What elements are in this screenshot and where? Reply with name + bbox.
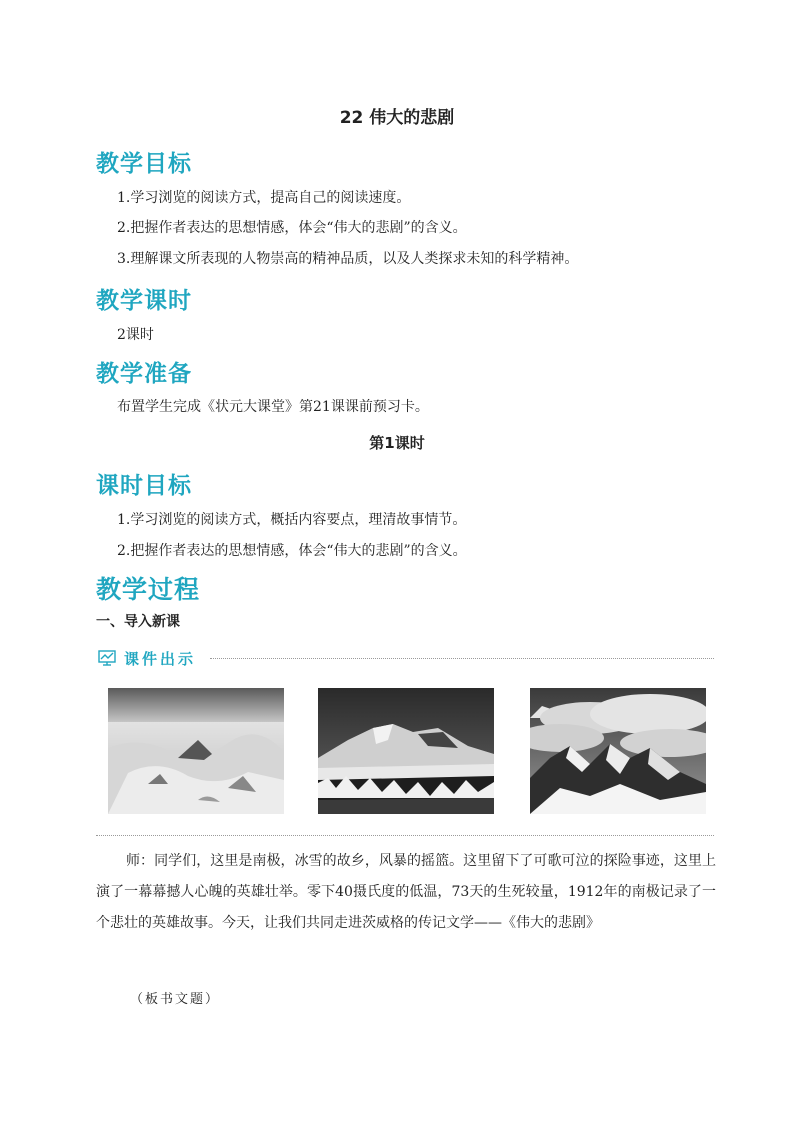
goal-item: 1.学习浏览的阅读方式，提高自己的阅读速度。 (117, 190, 411, 206)
courseware-bar (98, 647, 714, 671)
dotted-divider (96, 835, 714, 836)
presentation-chart-icon (98, 650, 116, 666)
prep-text: 布置学生完成《状元大课堂》第21课课前预习卡。 (117, 399, 429, 415)
hours-value: 2课时 (117, 327, 154, 343)
first-lesson-heading: 第1课时 (369, 434, 425, 452)
snow-mountain-image (318, 688, 494, 814)
heading-teaching-prep: 教学准备 (96, 361, 192, 387)
goal-item: 3.理解课文所表现的人物崇高的精神品质，以及人类探求未知的科学精神。 (117, 251, 579, 267)
heading-teaching-goals: 教学目标 (96, 151, 192, 177)
heading-teaching-hours: 教学课时 (96, 288, 192, 314)
heading-teaching-process: 教学过程 (96, 575, 201, 604)
teacher-intro-paragraph: 师：同学们，这里是南极，冰雪的故乡，风暴的摇篮。这里留下了可歌可泣的探险事迹，这里上演了一幕幕撼人心魄的英雄壮举。零下40摄氏度的低温，73天的生死较量，1912年的南极记录了一个悲壮的英雄故事。今天，让我们共同走进茨威格的传记文学——《伟大的悲剧》 (96, 853, 716, 931)
snowfield-image (108, 688, 284, 814)
period-goal-item: 2.把握作者表达的思想情感，体会“伟大的悲剧”的含义。 (117, 543, 467, 559)
dotted-divider (210, 658, 714, 659)
lesson-title: 22 伟大的悲剧 (339, 108, 455, 128)
cloud-peaks-image (530, 688, 706, 814)
board-note: （板书文题） (130, 992, 221, 1007)
period-goal-item: 1.学习浏览的阅读方式，概括内容要点，理清故事情节。 (117, 512, 467, 528)
heading-period-goals: 课时目标 (96, 473, 192, 499)
courseware-label: 课件出示 (124, 650, 197, 668)
sub-heading-intro: 一、导入新课 (96, 614, 180, 630)
goal-item: 2.把握作者表达的思想情感，体会“伟大的悲剧”的含义。 (117, 220, 467, 236)
